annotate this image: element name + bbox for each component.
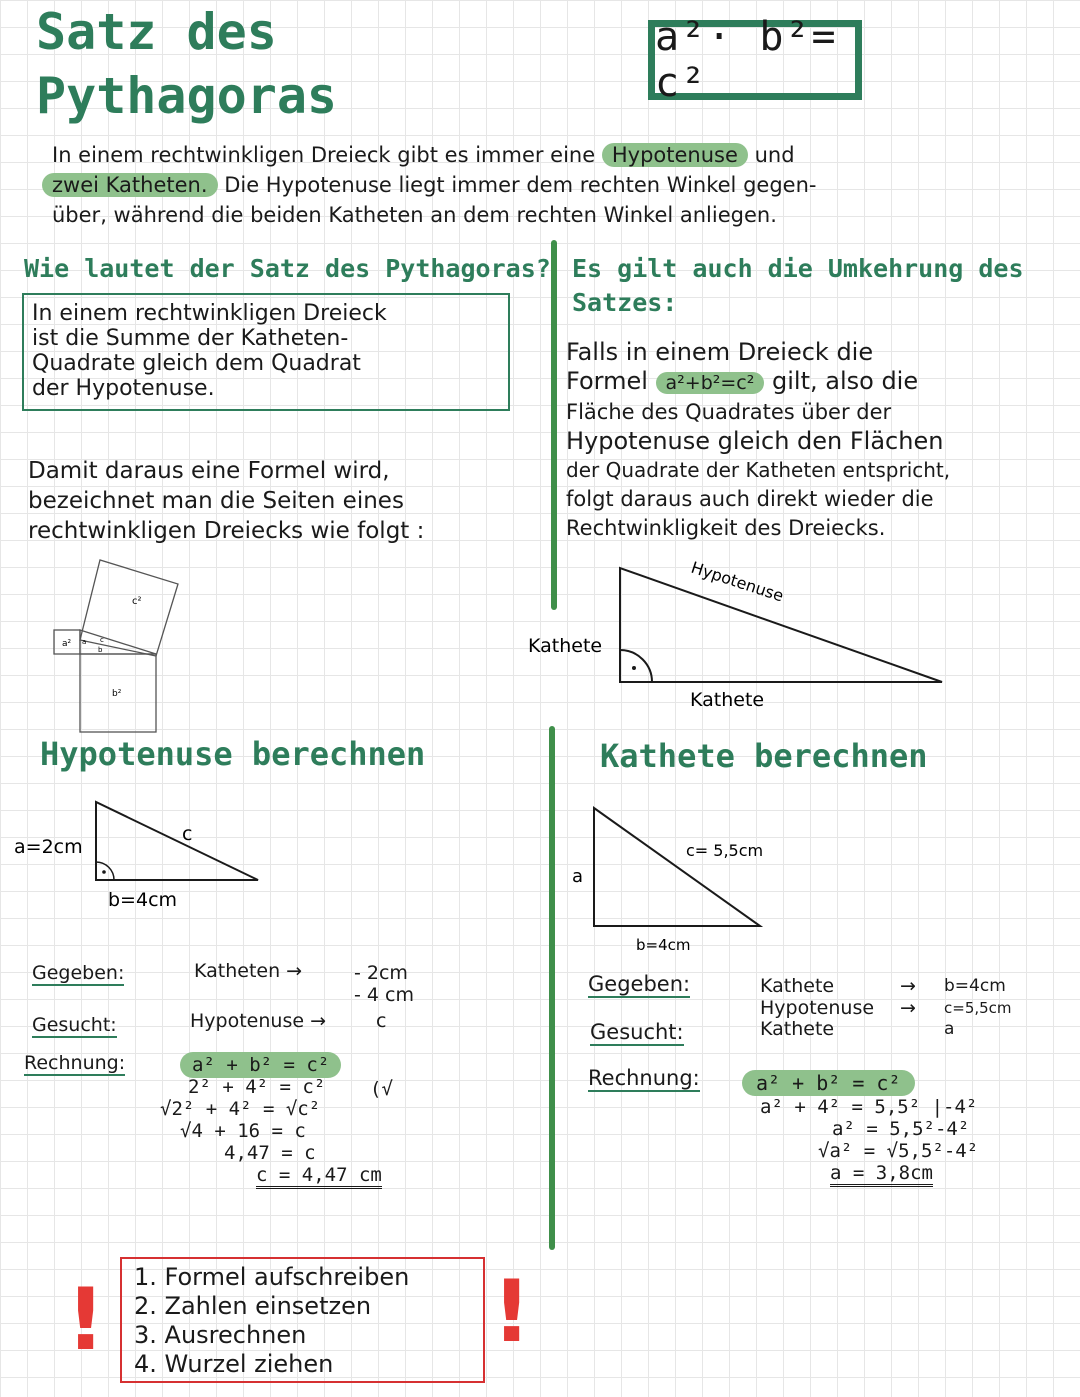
- title-line-2: Pythagoras: [36, 67, 338, 125]
- kat-triangle-diagram: [566, 800, 806, 960]
- kat-given-row: [760, 1018, 1060, 1040]
- label-c: c: [100, 636, 104, 644]
- intro-katheten-highlight: zwei Katheten.: [42, 173, 218, 197]
- definition-box: [22, 293, 510, 411]
- umkehrung-line: der Quadrate der Katheten entspricht,: [566, 458, 951, 482]
- hyp-right-angle-dot: [102, 870, 106, 874]
- umkehrung-line: Fläche des Quadrates über der: [566, 400, 892, 424]
- kat-given-text: Kathete: [760, 975, 835, 997]
- kat-rechnung-label: Rechnung:: [588, 1066, 700, 1090]
- kat-result: [760, 1162, 1060, 1184]
- right-angle-mark: [620, 650, 652, 682]
- umkehrung-line: Rechtwinkligkeit des Dreiecks.: [566, 516, 886, 540]
- label-hypotenuse: Hypotenuse: [688, 558, 786, 606]
- intro-p1: In einem rechtwinkligen Dreieck gibt es immer eine: [52, 143, 596, 167]
- kat-result-value: a = 3,8cm: [830, 1162, 933, 1187]
- kat-formula-highlight: a² + b² = c²: [742, 1070, 915, 1096]
- kat-given-value: b=4cm: [944, 976, 1006, 996]
- umkehrung-gilt: gilt, also die: [772, 367, 919, 395]
- kat-tri-label-b: b=4cm: [636, 936, 691, 954]
- steps-item: 3. Ausrechnen: [134, 1321, 307, 1349]
- umkehrung-text: [566, 338, 1076, 543]
- kat-given-row: [760, 974, 1060, 998]
- kat-triangle-shape: [594, 808, 760, 926]
- right-triangle-diagram: [524, 558, 954, 718]
- umkehrung-line: Hypotenuse gleich den Flächen: [566, 427, 944, 455]
- hyp-calc-heading: Hypotenuse berechnen: [40, 735, 426, 773]
- label-b2: b²: [112, 689, 122, 699]
- hyp-rechnung-label: Rechnung:: [24, 1052, 126, 1074]
- kat-given-row: [760, 998, 1060, 1018]
- kat-given-text: Kathete: [760, 1018, 835, 1040]
- square-c: [80, 560, 178, 656]
- umkehrung-line: folgt daraus auch direkt wieder die: [566, 487, 934, 511]
- divider-top: [551, 240, 557, 610]
- definition-line: ist die Summe der Katheten-: [32, 326, 349, 351]
- kat-gesucht-label: Gesucht:: [590, 1020, 684, 1044]
- hyp-triangle-diagram: [14, 796, 274, 916]
- left-heading: Wie lautet der Satz des Pythagoras?: [24, 254, 551, 283]
- warning-exclamation-right: !: [492, 1262, 532, 1362]
- kat-calc-heading: Kathete berechnen: [600, 737, 928, 775]
- intro-p3: über, während die beiden Katheten an dem rechten Winkel anliegen.: [52, 203, 777, 227]
- pythagoras-squares-diagram: [48, 556, 188, 736]
- intro-und: und: [754, 143, 795, 167]
- umkehrung-formel: Formel: [566, 367, 648, 395]
- right-heading-line-1: Es gilt auch die Umkehrung des: [572, 254, 1024, 283]
- kat-given-arrow: →: [900, 997, 916, 1019]
- definition-line: Quadrate gleich dem Quadrat: [32, 351, 361, 376]
- formel-line: rechtwinkligen Dreiecks wie folgt :: [28, 518, 425, 544]
- intro-hypotenuse-highlight: Hypotenuse: [602, 143, 748, 167]
- hyp-tri-label-a: a=2cm: [14, 836, 83, 858]
- hyp-gesucht-value: c: [376, 1010, 387, 1032]
- intro-p2: Die Hypotenuse liegt immer dem rechten Winkel gegen-: [224, 173, 817, 197]
- kat-step: a² + 4² = 5,5² |-4²: [760, 1096, 978, 1118]
- formel-line: bezeichnet man die Seiten eines: [28, 488, 404, 514]
- umkehrung-formula-highlight: a²+b²=c²: [656, 372, 765, 394]
- hyp-result-value: c = 4,47 cm: [256, 1164, 382, 1189]
- label-kathete-horizontal: Kathete: [690, 689, 765, 711]
- kat-given-value: a: [944, 1019, 955, 1039]
- kat-step: √a² = √5,5²-4²: [818, 1140, 979, 1162]
- hyp-steps: [160, 1076, 400, 1186]
- hyp-sqrt-note: (√: [370, 1078, 393, 1100]
- kat-given-table: [760, 974, 1060, 1040]
- divider-bottom: [549, 726, 555, 1250]
- steps-item: 1. Formel aufschreiben: [134, 1263, 410, 1291]
- kat-tri-label-a: a: [572, 866, 584, 887]
- definition-line: der Hypotenuse.: [32, 376, 215, 401]
- label-b: b: [98, 646, 103, 654]
- right-angle-dot: [632, 666, 636, 670]
- intro-text: [52, 140, 1052, 230]
- hyp-tri-label-b: b=4cm: [108, 889, 178, 911]
- hyp-step: √2² + 4² = √c²: [160, 1098, 321, 1120]
- formel-line: Damit daraus eine Formel wird,: [28, 458, 390, 484]
- steps-item: 4. Wurzel ziehen: [134, 1350, 334, 1378]
- hyp-step: √4 + 16 = c: [180, 1120, 306, 1142]
- hyp-formula-highlight: a² + b² = c²: [180, 1052, 341, 1078]
- hyp-gesucht-label: Gesucht:: [32, 1014, 117, 1036]
- right-heading: [572, 252, 1024, 320]
- hyp-gegeben-value: - 4 cm: [354, 984, 414, 1006]
- label-a2: a²: [62, 639, 72, 649]
- main-formula-box: [648, 14, 862, 106]
- kat-step: a² = 5,5²-4²: [832, 1118, 970, 1140]
- kat-given-value: c=5,5cm: [944, 999, 1012, 1017]
- label-kathete-vertical: Kathete: [528, 635, 603, 657]
- hyp-tri-label-c: c: [182, 823, 193, 845]
- kat-given-arrow: →: [900, 975, 916, 997]
- label-a: a: [82, 638, 87, 646]
- hyp-triangle-shape: [96, 802, 258, 880]
- title-line-1: Satz des: [36, 3, 277, 61]
- hyp-gegeben-value: - 2cm: [354, 962, 408, 984]
- kat-steps: [760, 1096, 1060, 1184]
- hyp-gegeben-text: Katheten →: [194, 960, 303, 982]
- kat-gegeben-label: Gegeben:: [588, 972, 691, 996]
- page-title: [36, 0, 337, 128]
- hyp-gesucht-text: Hypotenuse →: [190, 1010, 326, 1032]
- definition-line: In einem rechtwinkligen Dreieck: [32, 301, 387, 326]
- hyp-step: 4,47 = c: [224, 1142, 316, 1164]
- main-formula: a²· b²= c²: [655, 14, 838, 106]
- umkehrung-line: Falls in einem Dreieck die: [566, 338, 874, 366]
- kat-given-text: Hypotenuse: [760, 997, 875, 1019]
- label-c2: c²: [132, 596, 142, 607]
- hyp-result: [160, 1164, 400, 1186]
- hyp-step: 2² + 4² = c²: [188, 1076, 326, 1098]
- kat-tri-label-c: c= 5,5cm: [686, 841, 764, 860]
- warning-exclamation-left: !: [66, 1270, 106, 1370]
- steps-box: [120, 1257, 485, 1383]
- hyp-gegeben-label: Gegeben:: [32, 962, 125, 984]
- right-heading-line-2: Satzes:: [572, 288, 678, 317]
- formel-text: [28, 456, 538, 546]
- hyp-gegeben-values: [354, 962, 414, 1006]
- steps-item: 2. Zahlen einsetzen: [134, 1292, 372, 1320]
- kat-given-arrow: [900, 1018, 944, 1040]
